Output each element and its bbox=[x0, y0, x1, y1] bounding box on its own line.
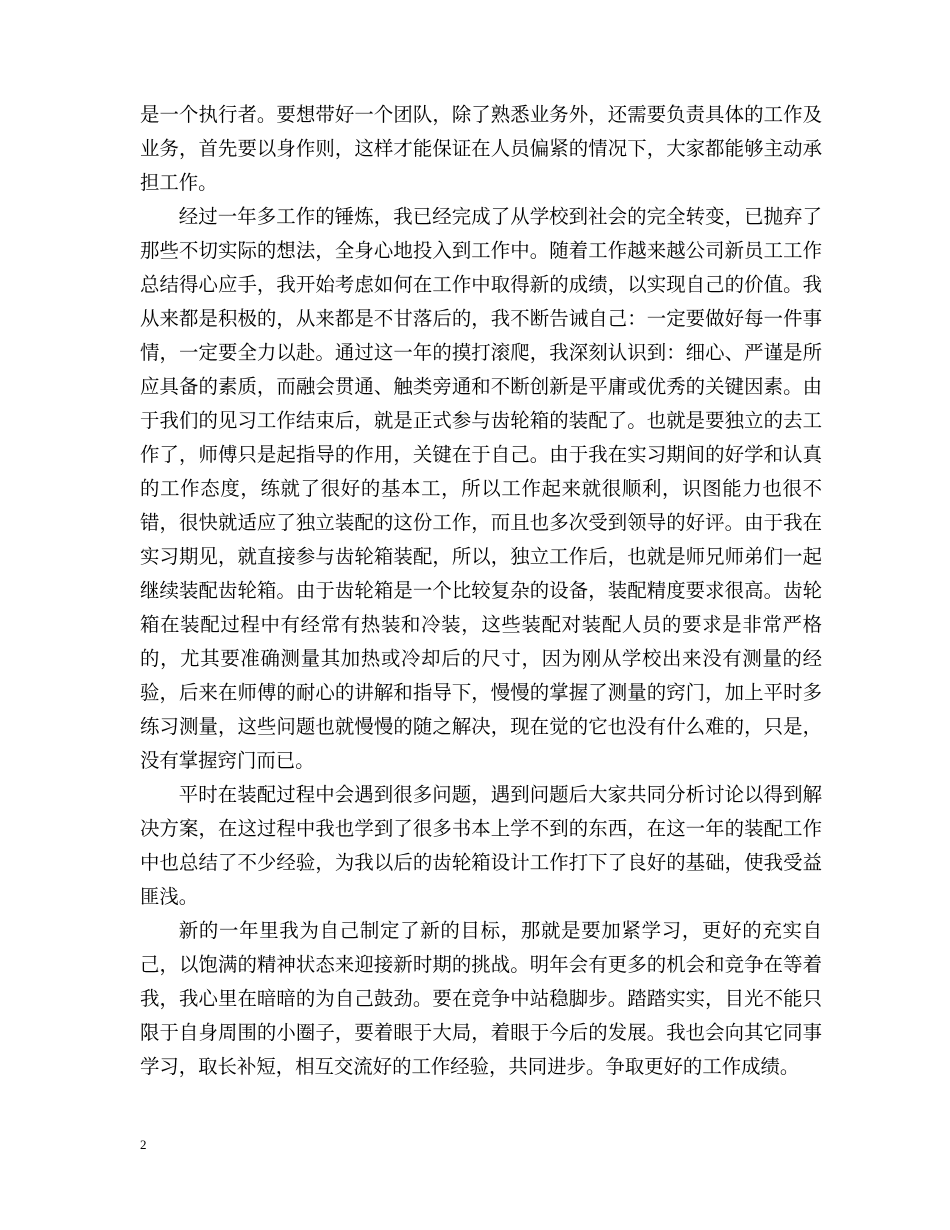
document-body bbox=[140, 98, 822, 1084]
paragraph: 新的一年里我为自己制定了新的目标，那就是要加紧学习，更好的充实自己，以饱满的精神状态来迎接新时期的挑战。明年会有更多的机会和竞争在等着我，我心里在暗暗的为自己鼓劲。要在竞争中站稳脚步。踏踏实实，目光不能只限于自身周围的小圈子，要着眼于大局，着眼于今后的发展。我也会向其它同事学习，取长补短，相互交流好的工作经验，共同进步。争取更好的工作成绩。 bbox=[140, 919, 822, 1078]
paragraph: 平时在装配过程中会遇到很多问题，遇到问题后大家共同分析讨论以得到解决方案，在这过程中我也学到了很多书本上学不到的东西，在这一年的装配工作中也总结了不少经验，为我以后的齿轮箱设计工作打下了良好的基础，使我受益匪浅。 bbox=[140, 783, 822, 908]
paragraph: 经过一年多工作的锤炼，我已经完成了从学校到社会的完全转变，已抛弃了那些不切实际的想法，全身心地投入到工作中。随着工作越来越公司新员工工作总结得心应手，我开始考虑如何在工作中取得新的成绩，以实现自己的价值。我从来都是积极的，从来都是不甘落后的，我不断告诫自己：一定要做好每一件事情，一定要全力以赴。通过这一年的摸打滚爬，我深刻认识到：细心、严谨是所应具备的素质，而融会贯通、触类旁通和不断创新是平庸或优秀的关键因素。由于我们的见习工作结束后，就是正式参与齿轮箱的装配了。也就是要独立的去工作了，师傅只是起指导的作用，关键在于自己。由于我在实习期间的好学和认真的工作态度，练就了很好的基本工，所以工作起来就很顺利，识图能力也很不错，很快就适应了独立装配的这份工作，而且也多次受到领导的好评。由于我在实习期见，就直接参与齿轮箱装配，所以，独立工作后，也就是师兄师弟们一起继续装配齿轮箱。由于齿轮箱是一个比较复杂的设备，装配精度要求很高。齿轮箱在装配过程中有经常有热装和冷装，这些装配对装配人员的要求是非常严格的，尤其要准确测量其加热或冷却后的尺寸，因为刚从学校出来没有测量的经验，后来在师傅的耐心的讲解和指导下，慢慢的掌握了测量的窍门，加上平时多练习测量，这些问题也就慢慢的随之解决，现在觉的它也没有什么难的，只是，没有掌握窍门而已。 bbox=[140, 205, 822, 772]
page-number: 2 bbox=[140, 1137, 147, 1152]
paragraph: 是一个执行者。要想带好一个团队，除了熟悉业务外，还需要负责具体的工作及业务，首先要以身作则，这样才能保证在人员偏紧的情况下，大家都能够主动承担工作。 bbox=[140, 103, 822, 194]
